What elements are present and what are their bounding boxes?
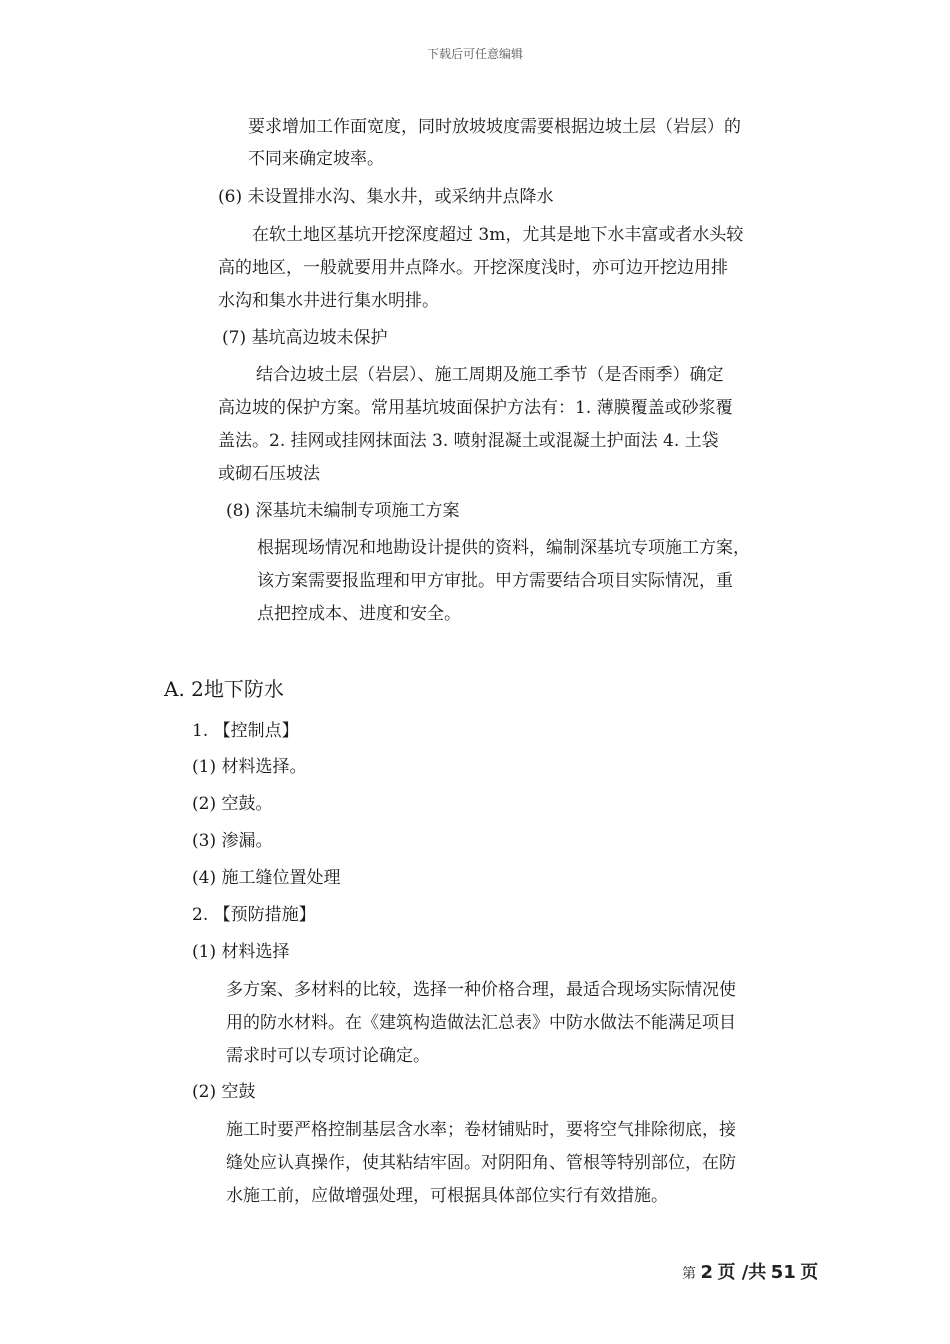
- text-line: 高的地区，一般就要用井点降水。开挖深度浅时，亦可边开挖边用排: [218, 258, 728, 278]
- text-line: 结合边坡土层（岩层）、施工周期及施工季节（是否雨季）确定: [256, 365, 724, 385]
- list-item: (1) 材料选择。: [192, 757, 307, 777]
- list-item: (4) 施工缝位置处理: [192, 868, 341, 888]
- text-line: 水沟和集水井进行集水明排。: [218, 291, 439, 311]
- text-line: 施工时要严格控制基层含水率；卷材铺贴时，要将空气排除彻底，接: [226, 1120, 736, 1140]
- text-line: 该方案需要报监理和甲方审批。甲方需要结合项目实际情况，重: [257, 571, 733, 591]
- list-heading: (8) 深基坑未编制专项施工方案: [226, 501, 460, 521]
- text-line: 高边坡的保护方案。常用基坑坡面保护方法有：1. 薄膜覆盖或砂浆覆: [218, 398, 733, 418]
- list-heading: (7) 基坑高边坡未保护: [222, 328, 388, 348]
- current-page-number: 2: [700, 1262, 713, 1283]
- text-line: 或砌石压坡法: [218, 464, 320, 484]
- text-line: 水施工前，应做增强处理，可根据具体部位实行有效措施。: [226, 1186, 668, 1206]
- text-line: 需求时可以专项讨论确定。: [226, 1046, 430, 1066]
- list-item: (1) 材料选择: [192, 942, 290, 962]
- text-line: 在软土地区基坑开挖深度超过 3m，尤其是地下水丰富或者水头较: [252, 225, 744, 245]
- text-line: 不同来确定坡率。: [248, 149, 384, 169]
- text-line: 点把控成本、进度和安全。: [257, 604, 461, 624]
- list-heading: (6) 未设置排水沟、集水井，或采纳井点降水: [218, 187, 554, 207]
- section-title: A. 2地下防水: [164, 677, 284, 701]
- footer-prefix: 第: [682, 1266, 696, 1282]
- footer-suffix: 页: [800, 1262, 819, 1283]
- page-header-watermark: 下载后可任意编辑: [426, 47, 523, 61]
- list-item: (2) 空鼓。: [192, 794, 273, 814]
- page-footer: [682, 1258, 818, 1284]
- text-line: 要求增加工作面宽度，同时放坡坡度需要根据边坡土层（岩层）的: [248, 117, 741, 137]
- total-page-number: 51: [770, 1262, 796, 1283]
- text-line: 盖法。2. 挂网或挂网抹面法 3. 喷射混凝土或混凝土护面法 4. 土袋: [218, 431, 719, 451]
- text-line: 多方案、多材料的比较，选择一种价格合理，最适合现场实际情况使: [226, 980, 736, 1000]
- list-heading: 2. 【预防措施】: [192, 905, 316, 925]
- list-heading: 1. 【控制点】: [192, 721, 299, 741]
- text-line: 根据现场情况和地勘设计提供的资料，编制深基坑专项施工方案，: [257, 538, 750, 558]
- text-line: 缝处应认真操作，使其粘结牢固。对阴阳角、管根等特别部位，在防: [226, 1153, 736, 1173]
- list-item: (2) 空鼓: [192, 1082, 256, 1102]
- text-line: 用的防水材料。在《建筑构造做法汇总表》中防水做法不能满足项目: [226, 1013, 736, 1033]
- list-item: (3) 渗漏。: [192, 831, 273, 851]
- footer-mid: 页 /共: [717, 1262, 767, 1283]
